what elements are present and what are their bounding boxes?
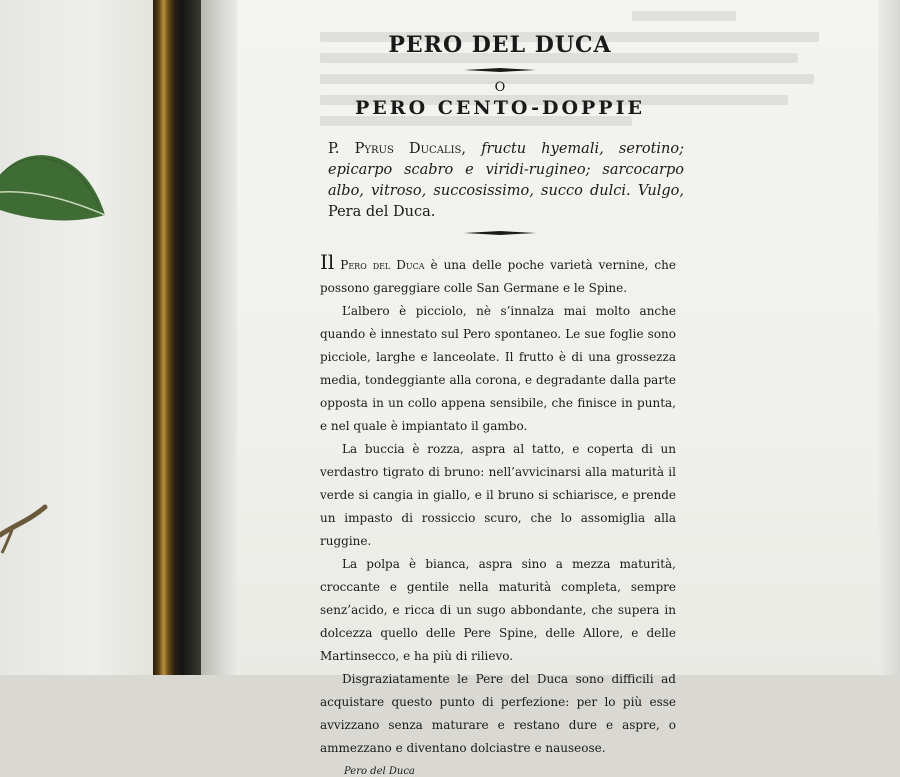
branch-illustration	[0, 495, 50, 555]
paragraph-1-smallcaps: Pero del Duca	[340, 258, 425, 272]
gilded-frame	[153, 0, 201, 675]
paragraph-5: Disgraziatamente le Pere del Duca sono difficili ad acquistare questo punto di perfezione: per lo più esse avvizzano senza maturare e restano dure e aspre, o ammezzano e diventano dolciastre e nauseose.	[320, 672, 676, 755]
paragraph-4: La polpa è bianca, aspra sino a mezza maturità, croccante e gentile nella maturità completa, sempre senz’acido, e ricca di un sugo abbondante, che supera in dolcezza quello delle Pere Spine, delle Allore, e delle Martinsecco, e ha più di rilievo.	[320, 557, 676, 663]
paragraph-3: La buccia è rozza, aspra al tatto, e coperta di un verdastro tigrato di bruno: nell’avvicinarsi alla maturità il verde si cangia in giallo, e il bruno si schiarisce, e prende un impasto di rossiccio scuro, che lo assomiglia alla ruggine.	[320, 442, 676, 548]
ornamental-rule-2	[464, 231, 536, 235]
genus-name: Pyrus Ducalis	[354, 141, 462, 157]
leaf-illustration	[0, 140, 110, 250]
catchword: Pero del Duca	[344, 766, 415, 777]
book-gutter	[201, 0, 237, 675]
latin-diagnosis: fructu hyemali, serotino; epicarpo scabro e viridi-rugineo; sarcocarpo albo, vitroso, succosissimo, succo dulci. Vulgo,	[328, 141, 684, 199]
page-subtitle: PERO CENTO-DOPPIE	[355, 97, 645, 119]
paragraph-2: L’albero è picciolo, nè s’innalza mai molto anche quando è innestato sul Pero spontaneo. Le sue foglie sono picciole, larghe e lanceolate. Il frutto è di una grossezza media, tondeggiante alla corona, e degradante dalla parte opposta in un collo appena sensibile, che finisce in punta, e nel quale è impiantato il gambo.	[320, 304, 676, 433]
latin-description: P. Pyrus Ducalis, fructu hyemali, serotino; epicarpo scabro e viridi-rugineo; sarcocarpo albo, vitroso, succosissimo, succo dulci. Vulgo, Pera del Duca.	[328, 141, 684, 220]
paragraph-1-text: è una delle poche varietà vernine, che possono gareggiare colle San Germane e le Spine.	[320, 258, 676, 295]
genus-prefix: P.	[328, 141, 340, 157]
drop-cap: Il	[320, 250, 335, 274]
left-page-plate	[0, 0, 160, 675]
page-edge	[878, 0, 900, 675]
common-name: Pera del Duca.	[328, 204, 436, 220]
title-conjunction: O	[494, 80, 506, 95]
page-title: PERO DEL DUCA	[388, 32, 612, 58]
body-text	[320, 251, 676, 760]
paragraph-1	[320, 251, 676, 300]
ornamental-rule	[464, 68, 536, 72]
page-content	[320, 30, 684, 777]
